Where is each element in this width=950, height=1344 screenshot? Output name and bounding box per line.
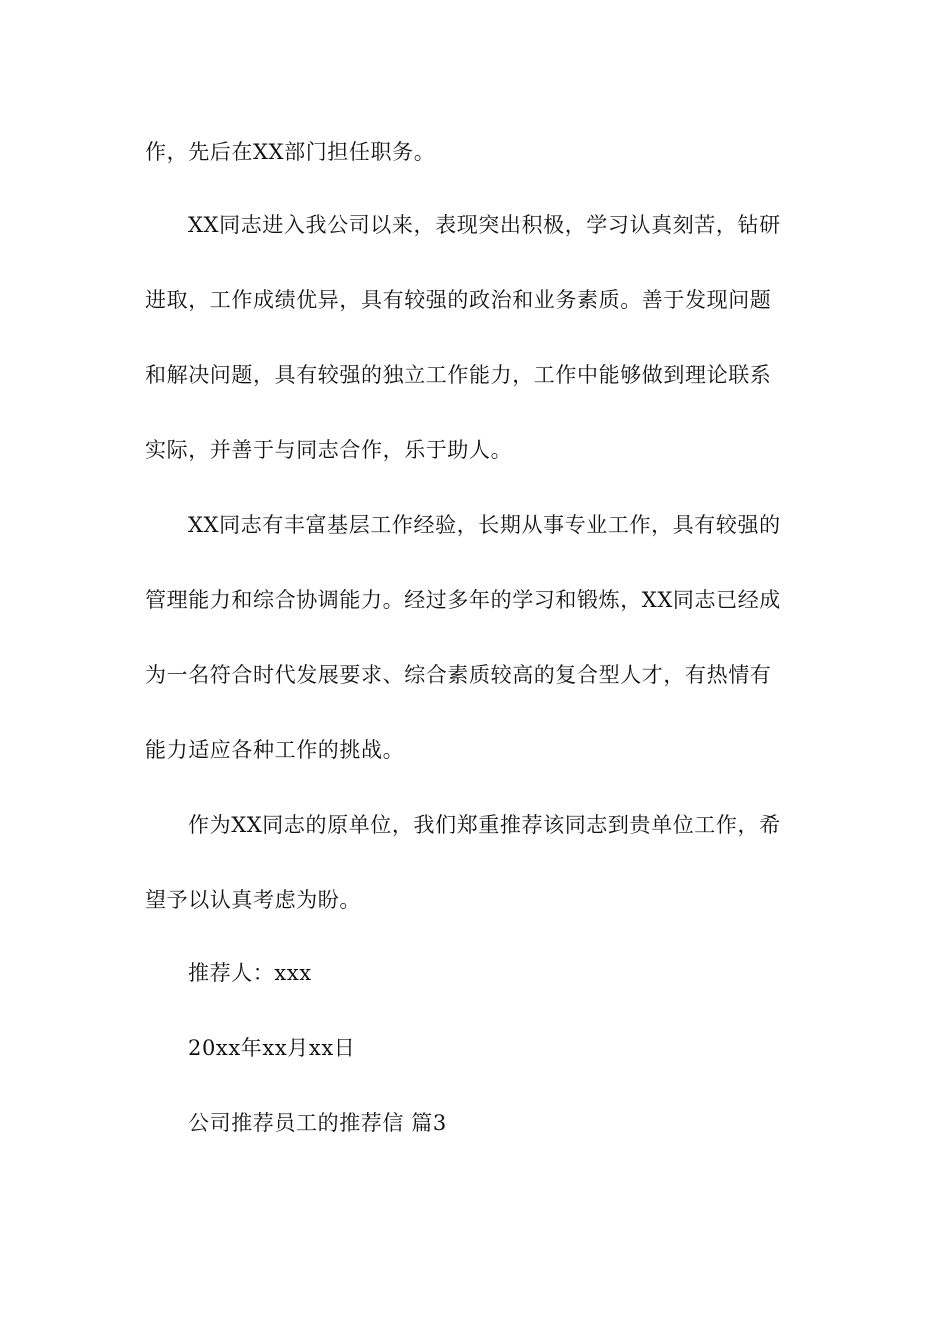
paragraph-line: 进取，工作成绩优异，具有较强的政治和业务素质。善于发现问题 bbox=[145, 288, 772, 312]
date-line: 20xx年xx月xx日 bbox=[188, 1036, 356, 1060]
paragraph-line: 作为XX同志的原单位，我们郑重推荐该同志到贵单位工作，希 bbox=[188, 813, 781, 837]
paragraph-line: 管理能力和综合协调能力。经过多年的学习和锻炼，XX同志已经成 bbox=[145, 588, 781, 612]
paragraph-line: 和解决问题，具有较强的独立工作能力，工作中能够做到理论联系 bbox=[145, 363, 772, 387]
paragraph-line: 作，先后在XX部门担任职务。 bbox=[145, 140, 436, 164]
paragraph-line: 能力适应各种工作的挑战。 bbox=[145, 738, 405, 762]
paragraph-line: XX同志有丰富基层工作经验，长期从事专业工作，具有较强的 bbox=[188, 513, 781, 537]
paragraph-line: 实际，并善于与同志合作，乐于助人。 bbox=[145, 438, 513, 462]
paragraph-line: 为一名符合时代发展要求、综合素质较高的复合型人才，有热情有 bbox=[145, 663, 772, 687]
paragraph-line: XX同志进入我公司以来，表现突出积极，学习认真刻苦，钻研 bbox=[188, 213, 781, 237]
section-heading: 公司推荐员工的推荐信 篇3 bbox=[188, 1111, 447, 1135]
paragraph-line: 望予以认真考虑为盼。 bbox=[145, 888, 361, 912]
recommender-line: 推荐人：xxx bbox=[188, 961, 312, 985]
